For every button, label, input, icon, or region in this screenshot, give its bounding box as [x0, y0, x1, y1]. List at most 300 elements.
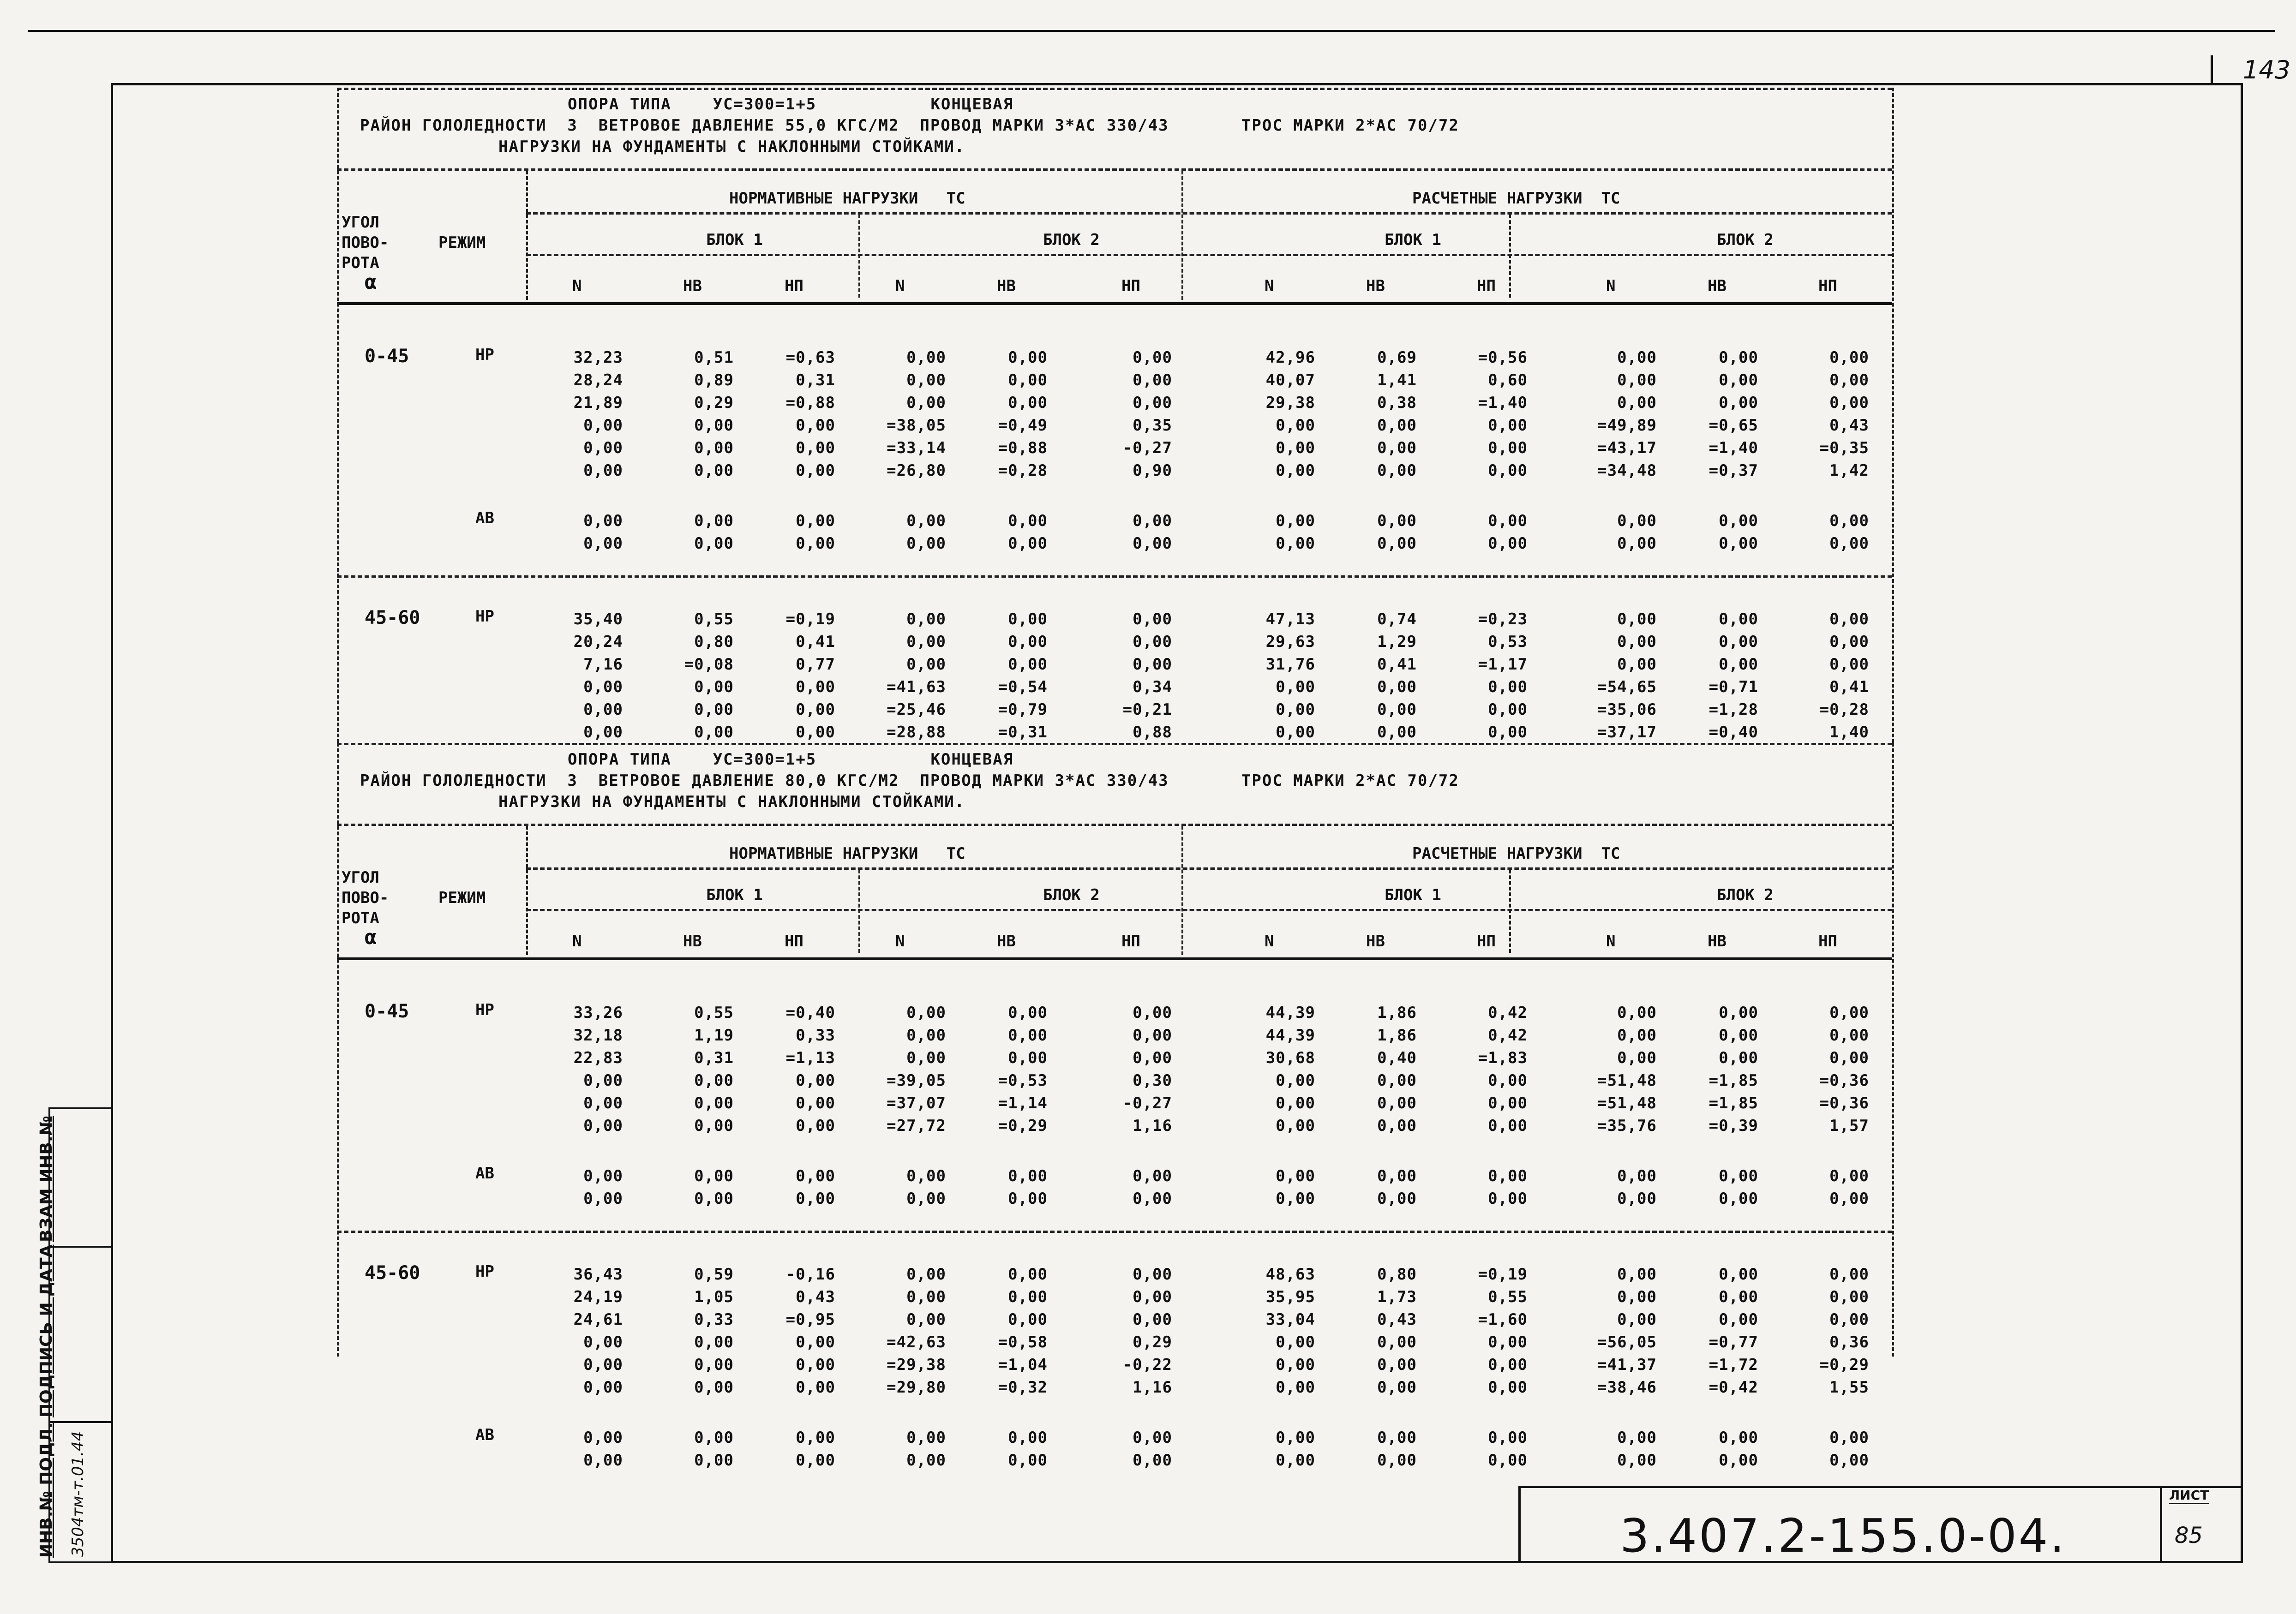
- load-value: =35,76: [1597, 1117, 1657, 1135]
- load-value: =0,29: [1819, 1356, 1869, 1374]
- load-value: 1,55: [1829, 1378, 1869, 1397]
- load-value: =29,38: [887, 1356, 946, 1374]
- load-value: 0,00: [1488, 1451, 1528, 1470]
- load-value: 0,00: [1488, 1378, 1528, 1397]
- load-value: =0,56: [1478, 348, 1528, 367]
- column-header: HB: [997, 277, 1016, 295]
- side-stamp: [37, 1107, 113, 1563]
- load-value: 0,00: [1008, 1190, 1048, 1208]
- load-value: 0,00: [906, 1451, 946, 1470]
- mode-label: AB: [475, 1426, 494, 1444]
- mode-label: HP: [475, 1262, 494, 1281]
- load-value: 0,00: [694, 1429, 734, 1447]
- head-calculated: РАСЧЕТНЫЕ НАГРУЗКИ ТС: [1412, 189, 1620, 208]
- column-header: HП: [1818, 277, 1837, 295]
- load-value: 0,00: [1276, 1167, 1315, 1185]
- load-value: =35,06: [1597, 700, 1657, 719]
- load-value: 0,00: [1719, 610, 1758, 628]
- load-value: 0,00: [1133, 371, 1172, 389]
- load-value: =38,46: [1597, 1378, 1657, 1397]
- load-value: 0,00: [906, 394, 946, 412]
- header-bottom-rule: [337, 957, 1892, 960]
- load-value: =0,88: [998, 439, 1048, 457]
- load-value: 0,00: [1008, 1310, 1048, 1329]
- load-value: 0,00: [1008, 371, 1048, 389]
- head-blok2-calc: БЛОК 2: [1717, 886, 1774, 904]
- load-value: 0,00: [796, 723, 835, 741]
- load-value: 0,00: [1829, 1451, 1869, 1470]
- load-value: =1,60: [1478, 1310, 1528, 1329]
- load-value: =0,79: [998, 700, 1048, 719]
- divider-right: [1892, 743, 1894, 1357]
- divider-left: [337, 88, 339, 743]
- load-value: =0,31: [998, 723, 1048, 741]
- load-value: =0,19: [1478, 1265, 1528, 1284]
- list-label: ЛИСТ: [2169, 1488, 2209, 1504]
- load-value: 0,00: [583, 1094, 623, 1112]
- load-value: 0,00: [1008, 655, 1048, 674]
- load-value: 0,00: [1276, 416, 1315, 435]
- load-value: 0,55: [1488, 1288, 1528, 1306]
- load-value: 0,00: [1377, 1429, 1417, 1447]
- load-value: 0,00: [583, 723, 623, 741]
- load-value: 0,00: [1829, 1026, 1869, 1045]
- load-value: -0,27: [1122, 439, 1172, 457]
- load-value: 0,00: [1719, 1451, 1758, 1470]
- load-value: =0,49: [998, 416, 1048, 435]
- load-value: 0,00: [694, 461, 734, 480]
- load-value: 0,00: [1276, 1190, 1315, 1208]
- load-value: 0,51: [694, 348, 734, 367]
- load-value: 0,00: [1617, 1049, 1657, 1067]
- load-value: =0,40: [1709, 723, 1758, 741]
- divider-blok-calc: [1509, 215, 1511, 298]
- head-blok2-norm: БЛОК 2: [1043, 886, 1100, 904]
- block-top-rule: [337, 743, 1892, 745]
- load-value: 0,00: [1133, 1004, 1172, 1022]
- load-value: =0,40: [785, 1004, 835, 1022]
- load-value: 0,00: [1276, 534, 1315, 553]
- group-separator: [337, 1231, 1892, 1233]
- load-value: 0,00: [1008, 1288, 1048, 1306]
- load-value: =1,85: [1709, 1071, 1758, 1090]
- load-value: 0,00: [694, 678, 734, 696]
- load-value: 0,00: [1276, 1429, 1315, 1447]
- load-value: 0,00: [1377, 534, 1417, 553]
- load-value: 0,00: [1377, 1071, 1417, 1090]
- load-value: 0,00: [1488, 534, 1528, 553]
- load-value: 0,00: [1276, 439, 1315, 457]
- load-value: 0,77: [796, 655, 835, 674]
- load-value: =0,53: [998, 1071, 1048, 1090]
- load-value: 0,00: [1719, 512, 1758, 530]
- load-value: 0,00: [1829, 633, 1869, 651]
- divider-right: [1892, 88, 1894, 743]
- head-blok1-norm: БЛОК 1: [706, 231, 763, 249]
- load-value: 0,00: [1133, 534, 1172, 553]
- load-value: 0,00: [1008, 534, 1048, 553]
- head-rezhim: РЕЖИМ: [438, 889, 486, 907]
- column-header: N: [1606, 277, 1616, 295]
- load-value: 0,00: [1133, 1451, 1172, 1470]
- load-value: 0,00: [1488, 439, 1528, 457]
- block-title-type: ОПОРА ТИПА УС=300=1+5 КОНЦЕВАЯ: [568, 95, 1014, 114]
- load-value: 0,88: [1133, 723, 1172, 741]
- load-value: 0,00: [1617, 633, 1657, 651]
- document-number: 3.407.2-155.0-04.: [1620, 1509, 2067, 1563]
- load-value: 0,00: [1719, 534, 1758, 553]
- load-value: 0,00: [694, 1190, 734, 1208]
- load-value: 0,00: [1133, 1190, 1172, 1208]
- load-value: 0,00: [1488, 723, 1528, 741]
- column-header: HB: [1366, 277, 1385, 295]
- block-title-region: РАЙОН ГОЛОЛЕДНОСТИ 3 ВЕТРОВОЕ ДАВЛЕНИЕ 55,0 КГС/М2 ПРОВОД МАРКИ 3*АС 330/43 ТРОС МАРКИ 2*АС 70/72: [360, 116, 1459, 135]
- column-header: HП: [1121, 932, 1140, 950]
- column-header: HB: [997, 932, 1016, 950]
- load-value: 0,80: [1377, 1265, 1417, 1284]
- load-value: =0,42: [1709, 1378, 1758, 1397]
- load-value: 0,00: [796, 1167, 835, 1185]
- load-value: 0,00: [796, 534, 835, 553]
- load-value: -0,16: [785, 1265, 835, 1284]
- load-value: 0,00: [1276, 1094, 1315, 1112]
- column-header: HП: [785, 932, 803, 950]
- load-value: 0,00: [1617, 1288, 1657, 1306]
- load-value: 0,00: [1719, 1190, 1758, 1208]
- load-value: 0,00: [694, 439, 734, 457]
- load-value: 1,86: [1377, 1004, 1417, 1022]
- column-header: HB: [1708, 932, 1726, 950]
- load-value: 22,83: [573, 1049, 623, 1067]
- head-normative: НОРМАТИВНЫЕ НАГРУЗКИ ТС: [729, 844, 965, 863]
- load-value: 0,00: [1133, 1288, 1172, 1306]
- load-value: 0,90: [1133, 461, 1172, 480]
- load-value: =0,77: [1709, 1333, 1758, 1351]
- load-value: 0,00: [1719, 348, 1758, 367]
- load-value: 1,05: [694, 1288, 734, 1306]
- load-value: 0,00: [583, 1429, 623, 1447]
- load-value: 0,00: [1276, 1451, 1315, 1470]
- load-value: 32,18: [573, 1026, 623, 1045]
- head-rezhim: РЕЖИМ: [438, 233, 486, 252]
- load-value: 1,19: [694, 1026, 734, 1045]
- load-value: =0,58: [998, 1333, 1048, 1351]
- load-value: 0,30: [1133, 1071, 1172, 1090]
- load-value: 0,00: [1008, 348, 1048, 367]
- load-value: 0,00: [1377, 1190, 1417, 1208]
- load-value: 0,00: [906, 633, 946, 651]
- group-separator: [337, 575, 1892, 578]
- load-value: 0,00: [1276, 512, 1315, 530]
- load-value: 1,57: [1829, 1117, 1869, 1135]
- load-value: =49,89: [1597, 416, 1657, 435]
- head-normative: НОРМАТИВНЫЕ НАГРУЗКИ ТС: [729, 189, 965, 208]
- load-value: 0,00: [583, 1071, 623, 1090]
- column-header: HП: [1121, 277, 1140, 295]
- load-value: 0,00: [1617, 1429, 1657, 1447]
- load-value: 0,00: [1719, 394, 1758, 412]
- load-value: 0,00: [1617, 655, 1657, 674]
- load-value: 0,60: [1488, 371, 1528, 389]
- load-value: =51,48: [1597, 1094, 1657, 1112]
- load-value: 0,00: [1008, 1451, 1048, 1470]
- load-value: 0,00: [906, 1004, 946, 1022]
- load-value: =25,46: [887, 700, 946, 719]
- block-top-rule: [337, 88, 1892, 90]
- load-value: 32,23: [573, 348, 623, 367]
- load-value: 0,00: [906, 1288, 946, 1306]
- load-value: =0,28: [998, 461, 1048, 480]
- load-value: 0,00: [1829, 1429, 1869, 1447]
- load-value: 0,00: [1488, 700, 1528, 719]
- load-value: 0,00: [1008, 1167, 1048, 1185]
- load-value: 0,00: [1617, 1190, 1657, 1208]
- load-value: 0,00: [694, 534, 734, 553]
- load-value: 0,43: [1829, 416, 1869, 435]
- load-value: 28,24: [573, 371, 623, 389]
- load-value: 0,31: [796, 371, 835, 389]
- load-value: 0,00: [906, 1049, 946, 1067]
- load-value: 0,00: [1377, 416, 1417, 435]
- load-value: =51,48: [1597, 1071, 1657, 1090]
- head-blok1-norm: БЛОК 1: [706, 886, 763, 904]
- load-value: 0,00: [1719, 655, 1758, 674]
- head-ugol: УГОЛ: [342, 868, 379, 887]
- load-value: 0,00: [694, 1094, 734, 1112]
- load-value: 0,89: [694, 371, 734, 389]
- drawing-frame: [111, 83, 2243, 1563]
- load-value: 0,00: [1488, 416, 1528, 435]
- load-value: 0,00: [1133, 610, 1172, 628]
- load-value: 0,00: [1719, 1310, 1758, 1329]
- angle-label: 45-60: [365, 1262, 420, 1284]
- load-value: =1,40: [1709, 439, 1758, 457]
- load-value: 0,00: [1377, 1167, 1417, 1185]
- load-value: =0,88: [785, 394, 835, 412]
- head-blok1-calc: БЛОК 1: [1385, 886, 1441, 904]
- load-value: 0,00: [1377, 512, 1417, 530]
- load-value: =34,48: [1597, 461, 1657, 480]
- divider-left: [337, 743, 339, 1357]
- head-blok2-norm: БЛОК 2: [1043, 231, 1100, 249]
- load-value: 0,00: [583, 1451, 623, 1470]
- load-value: 47,13: [1265, 610, 1315, 628]
- load-value: 0,00: [583, 439, 623, 457]
- header-rule-1: [337, 824, 1892, 826]
- load-value: 0,00: [583, 416, 623, 435]
- load-value: =1,28: [1709, 700, 1758, 719]
- load-value: =0,36: [1819, 1071, 1869, 1090]
- load-value: =0,23: [1478, 610, 1528, 628]
- head-ugol: УГОЛ: [342, 213, 379, 232]
- load-value: 0,00: [583, 1190, 623, 1208]
- side-podpis-label: ПОДПИСЬ И ДАТА: [37, 1244, 56, 1417]
- load-value: 0,00: [1488, 461, 1528, 480]
- side-cell-podpis: [37, 1244, 111, 1423]
- load-value: 0,00: [1719, 1167, 1758, 1185]
- load-value: 0,00: [1377, 678, 1417, 696]
- header-bottom-rule: [337, 302, 1892, 305]
- load-value: 0,00: [1617, 1004, 1657, 1022]
- load-value: 0,00: [694, 1451, 734, 1470]
- column-header: N: [1265, 932, 1274, 950]
- load-value: 0,00: [1377, 1451, 1417, 1470]
- load-value: 0,00: [694, 416, 734, 435]
- column-header: HП: [785, 277, 803, 295]
- load-value: 0,41: [796, 633, 835, 651]
- load-value: 0,00: [1276, 461, 1315, 480]
- load-value: =0,71: [1709, 678, 1758, 696]
- load-value: 0,00: [1488, 1333, 1528, 1351]
- load-value: 33,26: [573, 1004, 623, 1022]
- load-value: 0,00: [906, 534, 946, 553]
- load-value: 0,00: [1133, 1429, 1172, 1447]
- load-value: 0,00: [1488, 1356, 1528, 1374]
- load-value: 0,00: [1377, 1094, 1417, 1112]
- load-value: 0,00: [1488, 1190, 1528, 1208]
- load-value: 1,16: [1133, 1117, 1172, 1135]
- load-value: =1,14: [998, 1094, 1048, 1112]
- load-value: -0,22: [1122, 1356, 1172, 1374]
- load-value: 0,00: [1617, 1451, 1657, 1470]
- block-title-type: ОПОРА ТИПА УС=300=1+5 КОНЦЕВАЯ: [568, 750, 1014, 769]
- load-value: 0,00: [1617, 534, 1657, 553]
- load-value: 0,00: [1133, 1310, 1172, 1329]
- load-value: 0,00: [1829, 512, 1869, 530]
- load-value: 20,24: [573, 633, 623, 651]
- load-value: 29,63: [1265, 633, 1315, 651]
- column-header: HB: [1366, 932, 1385, 950]
- load-value: 0,00: [796, 1356, 835, 1374]
- load-value: =0,29: [998, 1117, 1048, 1135]
- load-value: 0,00: [1829, 371, 1869, 389]
- load-value: 0,00: [906, 655, 946, 674]
- head-blok1-calc: БЛОК 1: [1385, 231, 1441, 249]
- load-value: =0,37: [1709, 461, 1758, 480]
- column-header: HB: [683, 932, 702, 950]
- side-inv-label: ИНВ.№ ПОДЛ.: [37, 1422, 56, 1558]
- load-value: 31,76: [1265, 655, 1315, 674]
- head-blok2-calc: БЛОК 2: [1717, 231, 1774, 249]
- load-value: 0,00: [1829, 1049, 1869, 1067]
- load-value: 0,00: [583, 534, 623, 553]
- load-value: 0,00: [1276, 700, 1315, 719]
- head-povo: ПОВО-: [342, 889, 389, 907]
- load-value: 0,00: [583, 1378, 623, 1397]
- load-value: 0,00: [1008, 610, 1048, 628]
- header-rule-2: [526, 867, 1892, 870]
- load-value: 0,00: [796, 439, 835, 457]
- side-vzam-label: ВЗАМ ИНВ.№: [37, 1116, 56, 1242]
- load-value: 0,00: [1133, 1026, 1172, 1045]
- load-value: =0,21: [1122, 700, 1172, 719]
- load-value: 0,00: [906, 371, 946, 389]
- load-value: 0,00: [1377, 1333, 1417, 1351]
- load-value: 0,00: [1008, 1429, 1048, 1447]
- load-value: 0,41: [1829, 678, 1869, 696]
- load-value: 0,00: [796, 1429, 835, 1447]
- load-value: 0,00: [1276, 678, 1315, 696]
- load-value: 0,80: [694, 633, 734, 651]
- block-title-foundation: НАГРУЗКИ НА ФУНДАМЕНТЫ С НАКЛОННЫМИ СТОЙКАМИ.: [498, 137, 965, 156]
- load-value: =38,05: [887, 416, 946, 435]
- load-value: 0,00: [1719, 1026, 1758, 1045]
- column-header: N: [1265, 277, 1274, 295]
- load-value: 0,00: [906, 512, 946, 530]
- load-value: 0,00: [796, 678, 835, 696]
- load-value: 0,38: [1377, 394, 1417, 412]
- load-value: 0,00: [1829, 1310, 1869, 1329]
- column-header: N: [895, 277, 905, 295]
- load-value: 0,00: [1133, 1167, 1172, 1185]
- load-value: 0,53: [1488, 633, 1528, 651]
- load-value: 0,00: [1008, 633, 1048, 651]
- head-alpha: α: [365, 926, 377, 949]
- load-value: 0,59: [694, 1265, 734, 1284]
- load-value: -0,27: [1122, 1094, 1172, 1112]
- load-value: 0,00: [1276, 1333, 1315, 1351]
- load-value: =0,36: [1819, 1094, 1869, 1112]
- load-value: 7,16: [583, 655, 623, 674]
- load-value: 0,00: [796, 1071, 835, 1090]
- mode-label: HP: [475, 346, 494, 364]
- load-value: 1,73: [1377, 1288, 1417, 1306]
- load-value: =41,37: [1597, 1356, 1657, 1374]
- load-value: 44,39: [1265, 1026, 1315, 1045]
- load-value: 0,00: [1617, 348, 1657, 367]
- load-value: 1,86: [1377, 1026, 1417, 1045]
- load-value: 0,00: [1133, 1049, 1172, 1067]
- load-value: 0,00: [1829, 348, 1869, 367]
- load-value: 0,00: [1488, 1094, 1528, 1112]
- load-value: 0,00: [1829, 1288, 1869, 1306]
- load-value: 0,00: [1719, 371, 1758, 389]
- side-cell-inv: [37, 1422, 111, 1561]
- load-value: 44,39: [1265, 1004, 1315, 1022]
- load-value: 0,00: [694, 512, 734, 530]
- load-value: 0,00: [906, 348, 946, 367]
- header-rule-3: [526, 254, 1892, 256]
- load-value: 0,31: [694, 1049, 734, 1067]
- load-value: 24,61: [573, 1310, 623, 1329]
- divider-middle: [1181, 171, 1183, 300]
- head-rota: РОТА: [342, 254, 379, 272]
- load-value: 0,00: [583, 1167, 623, 1185]
- load-value: 0,29: [1133, 1333, 1172, 1351]
- load-value: =41,63: [887, 678, 946, 696]
- load-value: =0,35: [1819, 439, 1869, 457]
- load-value: 0,55: [694, 610, 734, 628]
- load-value: =29,80: [887, 1378, 946, 1397]
- mode-label: HP: [475, 607, 494, 626]
- load-value: 1,42: [1829, 461, 1869, 480]
- column-header: N: [1606, 932, 1616, 950]
- load-value: 0,00: [1377, 1378, 1417, 1397]
- load-value: =1,40: [1478, 394, 1528, 412]
- load-value: 0,00: [583, 1117, 623, 1135]
- load-value: 0,42: [1488, 1026, 1528, 1045]
- load-value: 0,00: [694, 723, 734, 741]
- load-value: 0,00: [1488, 1071, 1528, 1090]
- load-value: 0,00: [1617, 1167, 1657, 1185]
- load-value: 0,00: [1617, 1026, 1657, 1045]
- load-value: 40,07: [1265, 371, 1315, 389]
- load-value: =0,63: [785, 348, 835, 367]
- load-value: 0,00: [1719, 1265, 1758, 1284]
- load-value: 0,42: [1488, 1004, 1528, 1022]
- load-value: 0,00: [583, 700, 623, 719]
- load-value: 0,00: [1133, 512, 1172, 530]
